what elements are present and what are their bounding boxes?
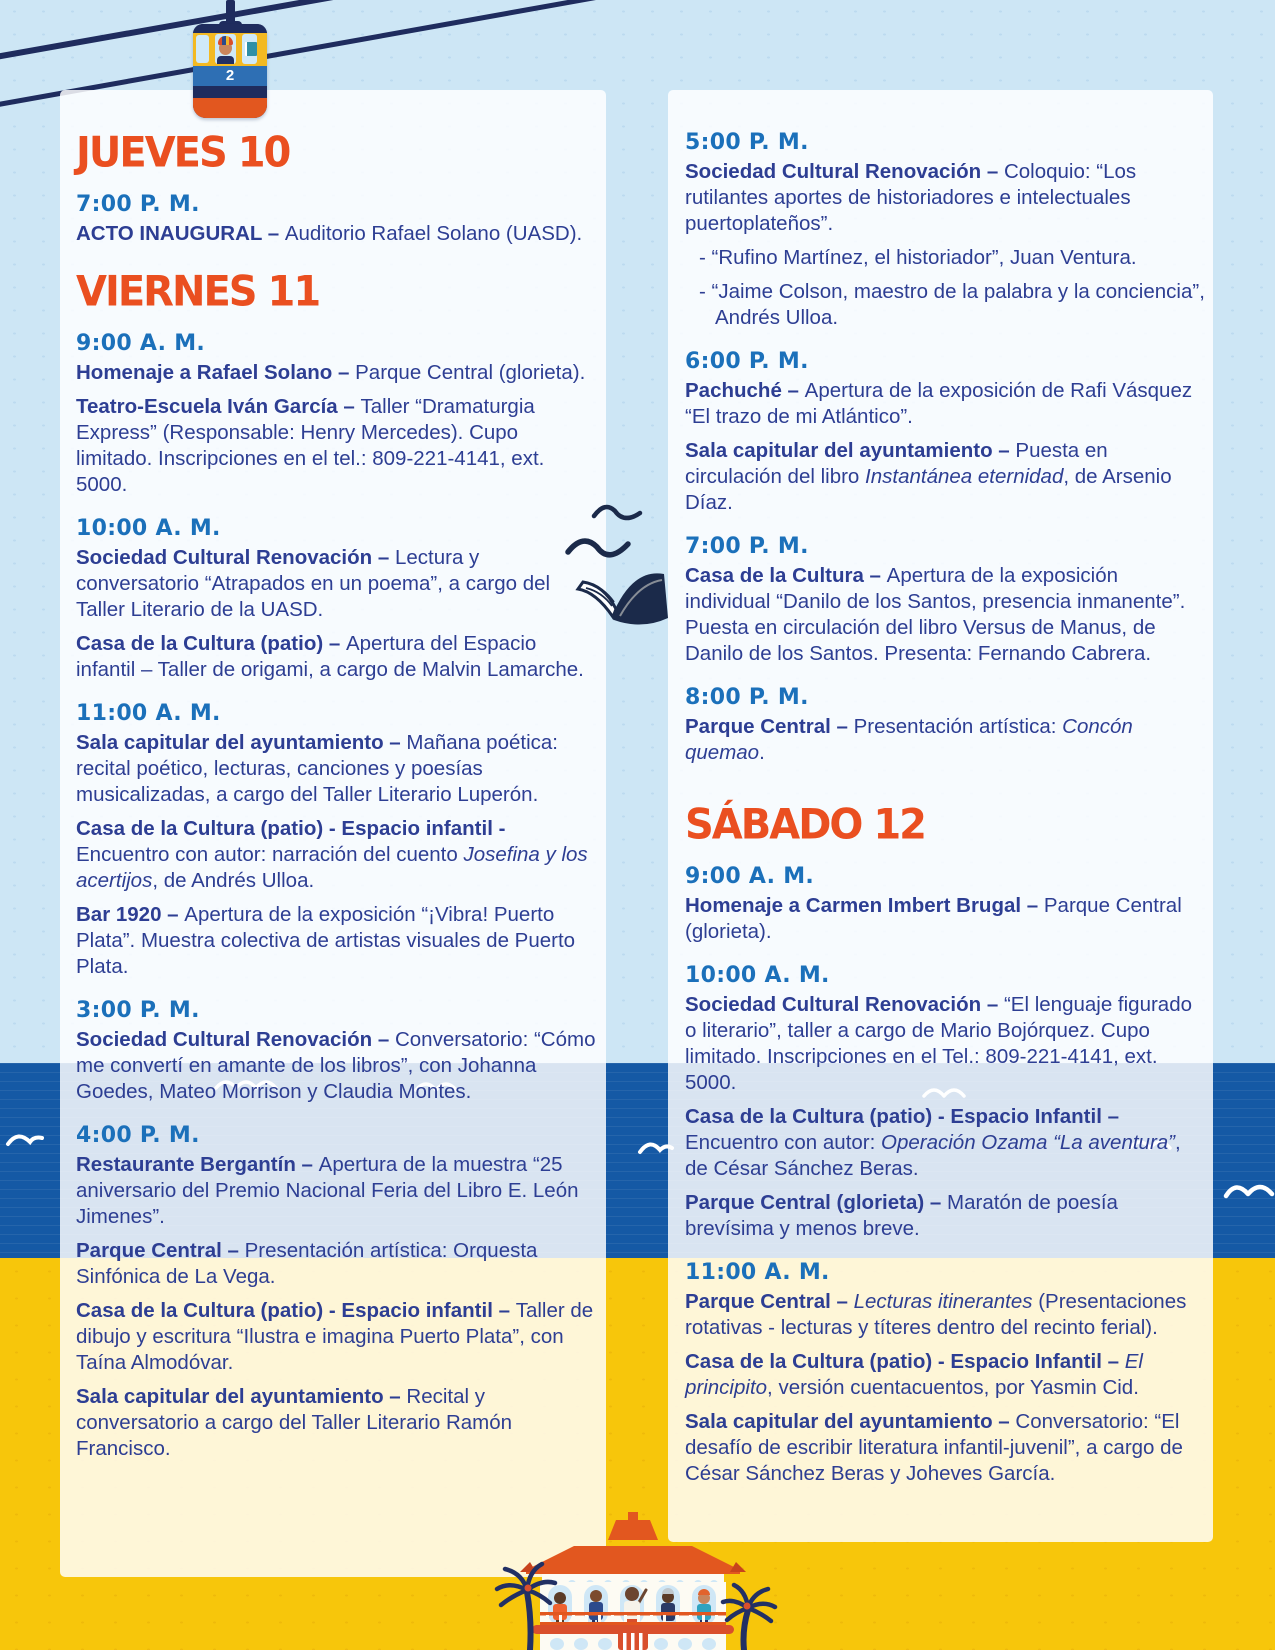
- event-text: [685, 1349, 1205, 1401]
- event-text: [76, 1384, 596, 1462]
- event-text: [685, 438, 1205, 516]
- text-segment: - “Jaime Colson, maestro de la palabra y la conciencia”, Andrés Ulloa.: [699, 280, 1205, 329]
- time-heading: 11:00 A. M.: [685, 1260, 830, 1285]
- text-segment: Parque Central –: [685, 1290, 854, 1313]
- text-segment: Auditorio Rafael Solano (UASD).: [284, 222, 583, 245]
- gazebo-icon: [470, 1512, 800, 1650]
- cable-car-number: 2: [193, 66, 267, 86]
- text-segment: Lecturas itinerantes: [853, 1290, 1033, 1313]
- cable-car-base: [193, 98, 267, 118]
- text-segment: Apertura de la exposición de Rafi Vásquez “El trazo de mi Atlántico”.: [685, 379, 1193, 428]
- text-segment: Sala capitular del ayuntamiento –: [685, 439, 1016, 462]
- palm-tree-icon: [723, 1585, 775, 1650]
- wave-icon: [4, 1126, 48, 1148]
- event-text: [76, 1238, 596, 1290]
- time-heading: 5:00 P. M.: [685, 130, 809, 155]
- text-segment: Presentación artística: Orquesta Sinfónica de La Vega.: [76, 1239, 538, 1288]
- cable-car-stripe: [193, 86, 267, 98]
- time-heading: 10:00 A. M.: [685, 963, 830, 988]
- time-heading: 7:00 P. M.: [685, 534, 809, 559]
- cable-car-roof: [193, 24, 267, 33]
- text-segment: Apertura del Espacio infantil – Taller de origami, a cargo de Malvin Lamarche.: [76, 632, 584, 681]
- event-text: [685, 378, 1205, 430]
- text-segment: El principito: [685, 1350, 1143, 1399]
- event-text: [76, 902, 596, 980]
- text-segment: Presentación artística:: [853, 715, 1063, 738]
- text-segment: Apertura de la muestra “25 aniversario del Premio Nacional Feria del Libro E. León Jimenes”.: [76, 1153, 579, 1228]
- text-segment: Taller “Dramaturgia Express” (Responsable: Henry Mercedes). Cupo limitado. Inscripciones en el tel.: 809-221-4141, ext. 5000.: [76, 395, 545, 496]
- time-heading: 3:00 P. M.: [76, 998, 200, 1023]
- cable-car-icon: [192, 0, 268, 118]
- text-segment: (Presentaciones rotativas - lecturas y títeres dentro del recinto ferial).: [685, 1290, 1187, 1339]
- text-segment: Restaurante Bergantín –: [76, 1153, 319, 1176]
- text-segment: Casa de la Cultura (patio) - Espacio Infantil –: [685, 1350, 1125, 1373]
- text-segment: Parque Central (glorieta) –: [685, 1191, 948, 1214]
- event-text: [76, 545, 596, 623]
- text-segment: Bar 1920 –: [76, 903, 185, 926]
- text-segment: Coloquio: “Los rutilantes aportes de historiadores e intelectuales puertoplateños”.: [685, 160, 1137, 235]
- text-segment: Casa de la Cultura (patio) - Espacio infantil –: [76, 1299, 516, 1322]
- text-segment: Homenaje a Rafael Solano –: [76, 361, 356, 384]
- program-panel-left: [60, 90, 606, 1577]
- text-segment: Encuentro con autor:: [685, 1131, 882, 1154]
- text-segment: “El lenguaje figurado o literario”, taller a cargo de Mario Bojórquez. Cupo limitado. Inscripciones en el Tel.: 809-221-4141, ext. 5000.: [685, 993, 1193, 1094]
- text-segment: Lectura y conversatorio “Atrapados en un poema”, a cargo del Taller Literario de la UASD.: [76, 546, 551, 621]
- event-text: [685, 893, 1205, 945]
- text-segment: Sala capitular del ayuntamiento –: [76, 1385, 407, 1408]
- event-text: [76, 816, 596, 894]
- program-column-right: [685, 130, 1205, 1495]
- event-text: [685, 1104, 1205, 1182]
- cable-car-body: [193, 24, 267, 118]
- text-segment: Encuentro con autor: narración del cuento: [76, 843, 464, 866]
- time-heading: 7:00 P. M.: [76, 192, 200, 217]
- text-segment: Mañana poética: recital poético, lecturas, canciones y poesías musicalizadas, a cargo del Taller Literario Luperón.: [76, 731, 558, 806]
- time-heading: 10:00 A. M.: [76, 516, 221, 541]
- text-segment: Sociedad Cultural Renovación –: [76, 1028, 395, 1051]
- seagull-book-icon: [550, 488, 682, 636]
- text-segment: Homenaje a Carmen Imbert Brugal –: [685, 894, 1044, 917]
- text-segment: Maratón de poesía brevísima y menos breve.: [685, 1191, 1118, 1240]
- event-text: [76, 394, 596, 498]
- event-text: [76, 1152, 596, 1230]
- text-segment: Apertura de la exposición individual “Danilo de los Santos, presencia inmanente”. Puesta en circulación del libro Versus de Manus, de Danilo de los Santos. Presenta: Fernando Cabrera.: [685, 564, 1186, 665]
- cable-car-window-band: [193, 33, 267, 66]
- wave-icon: [1222, 1176, 1275, 1202]
- text-segment: Conversatorio: “Cómo me convertí en amante de los libros”, con Johanna Goedes, Mateo Morrison y Claudia Montes.: [76, 1028, 596, 1103]
- time-heading: 4:00 P. M.: [76, 1123, 200, 1148]
- time-heading: 11:00 A. M.: [76, 701, 221, 726]
- text-segment: Parque Central (glorieta).: [355, 361, 586, 384]
- text-segment: Sala capitular del ayuntamiento –: [685, 1410, 1016, 1433]
- cupola-knob: [628, 1512, 638, 1520]
- event-bullet: [699, 279, 1205, 331]
- text-segment: Casa de la Cultura –: [685, 564, 887, 587]
- text-segment: Sociedad Cultural Renovación –: [685, 993, 1004, 1016]
- text-segment: , de César Sánchez Beras.: [685, 1131, 1181, 1180]
- cable-car-window: [196, 35, 209, 63]
- event-text: [685, 714, 1205, 766]
- day-header: SÁBADO 12: [685, 800, 926, 849]
- text-segment: , de Arsenio Díaz.: [685, 465, 1172, 514]
- text-segment: Sociedad Cultural Renovación –: [76, 546, 395, 569]
- text-segment: Casa de la Cultura (patio) –: [76, 632, 346, 655]
- text-segment: Puesta en circulación del libro: [685, 439, 1108, 488]
- text-segment: - “Rufino Martínez, el historiador”, Juan Ventura.: [699, 246, 1137, 269]
- day-header: VIERNES 11: [76, 267, 320, 316]
- text-segment: , de Andrés Ulloa.: [152, 869, 315, 892]
- event-text: [76, 631, 596, 683]
- text-segment: Sala capitular del ayuntamiento –: [76, 731, 407, 754]
- text-segment: Parque Central –: [76, 1239, 245, 1262]
- program-column-left: [76, 130, 596, 1470]
- text-segment: Taller de dibujo y escritura “Ilustra e imagina Puerto Plata”, con Taína Almodóvar.: [76, 1299, 594, 1374]
- wave-icon: [636, 1134, 676, 1156]
- text-segment: ACTO INAUGURAL –: [76, 222, 285, 245]
- passenger-hat: [218, 36, 233, 45]
- text-segment: Sociedad Cultural Renovación –: [685, 160, 1004, 183]
- time-heading: 8:00 P. M.: [685, 685, 809, 710]
- event-bullet: [699, 245, 1137, 271]
- book-icon: [245, 42, 257, 56]
- event-text: [685, 1289, 1205, 1341]
- event-text: [685, 159, 1205, 237]
- time-heading: 6:00 P. M.: [685, 349, 809, 374]
- text-segment: Teatro-Escuela Iván García –: [76, 395, 361, 418]
- text-segment: .: [759, 741, 765, 764]
- text-segment: Apertura de la exposición “¡Vibra! Puerto Plata”. Muestra colectiva de artistas visuales de Puerto Plata.: [76, 903, 576, 978]
- text-segment: Concón quemao: [685, 715, 1133, 764]
- event-text: [76, 730, 596, 808]
- text-segment: Josefina y los acertijos: [76, 843, 588, 892]
- text-segment: , versión cuentacuentos, por Yasmin Cid.: [767, 1376, 1139, 1399]
- text-segment: Casa de la Cultura (patio) - Espacio infantil -: [76, 817, 506, 840]
- event-text: [76, 1298, 596, 1376]
- event-text: [685, 1190, 1205, 1242]
- text-segment: Conversatorio: “El desafío de escribir literatura infantil-juvenil”, a cargo de César Sánchez Beras y Joheves García.: [685, 1410, 1183, 1485]
- text-segment: Parque Central (glorieta).: [685, 894, 1182, 943]
- program-panel-right: [668, 90, 1213, 1542]
- event-text: [76, 360, 585, 386]
- text-segment: Instantánea eternidad: [865, 465, 1064, 488]
- passenger-body: [217, 56, 234, 64]
- event-text: [76, 221, 582, 247]
- text-segment: Parque Central –: [685, 715, 854, 738]
- text-segment: Recital y conversatorio a cargo del Taller Literario Ramón Francisco.: [76, 1385, 513, 1460]
- event-text: [685, 992, 1205, 1096]
- text-segment: Pachuché –: [685, 379, 805, 402]
- door-icon: [618, 1630, 648, 1650]
- time-heading: 9:00 A. M.: [685, 864, 815, 889]
- time-heading: 9:00 A. M.: [76, 331, 206, 356]
- text-segment: Casa de la Cultura (patio) - Espacio Infantil –: [685, 1105, 1119, 1128]
- text-segment: Operación Ozama “La aventura”: [881, 1131, 1175, 1154]
- event-text: [685, 1409, 1205, 1487]
- event-text: [76, 1027, 596, 1105]
- event-text: [685, 563, 1205, 667]
- day-header: JUEVES 10: [76, 128, 290, 177]
